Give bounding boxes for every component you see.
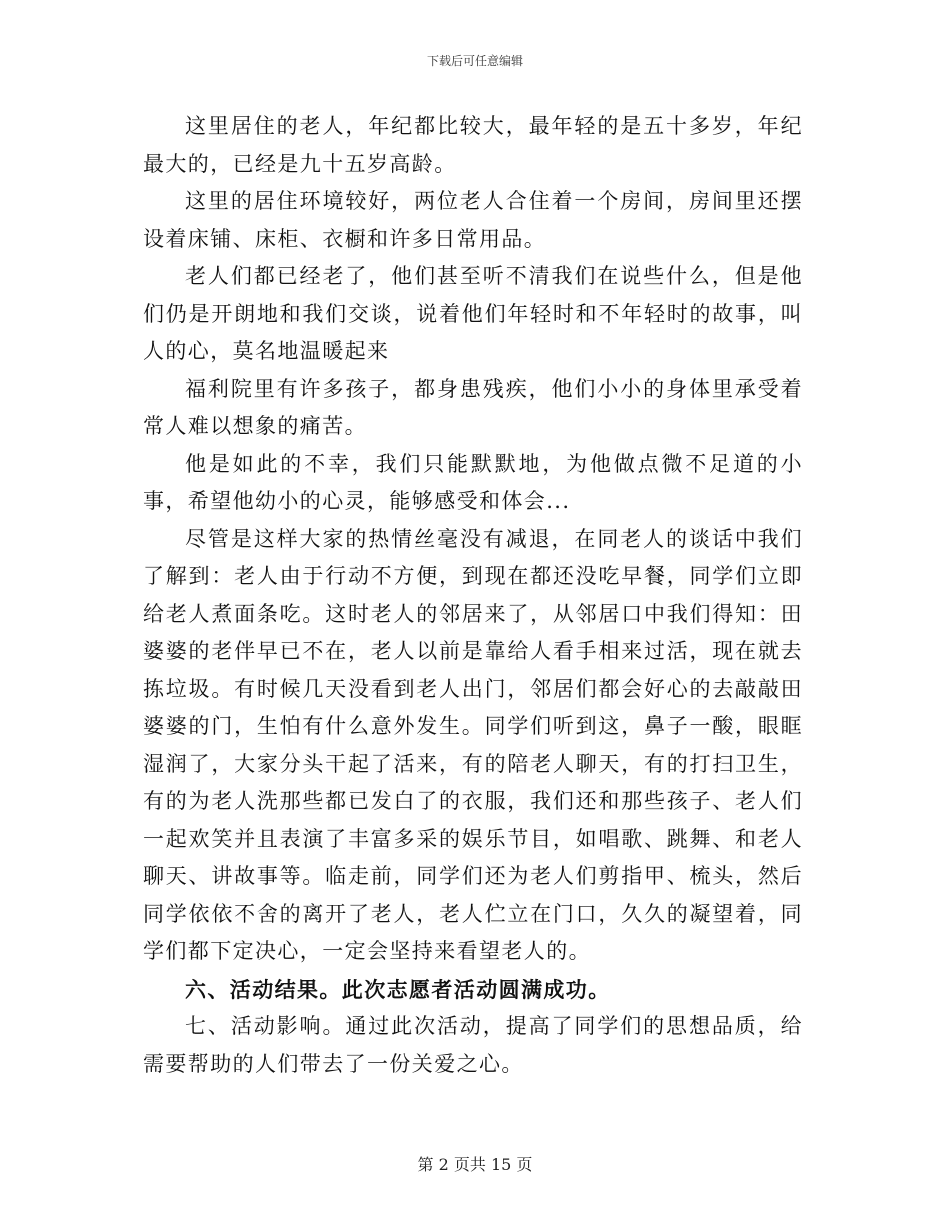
heading-activity-result: 六、活动结果。此次志愿者活动圆满成功。 xyxy=(185,976,611,1002)
page-number: 第 2 页共 15 页 xyxy=(417,1155,533,1174)
paragraph-living-environment: 这里的居住环境较好，两位老人合住着一个房间，房间里还摆设着床铺、床柜、衣橱和许多日常用品。 xyxy=(143,189,803,251)
paragraph-activity-impact: 七、活动影响。通过此次活动，提高了同学们的思想品质，给需要帮助的人们带去了一份关爱之心。 xyxy=(143,1014,803,1076)
document-body xyxy=(143,108,803,1083)
paragraph-elderly-age: 这里居住的老人，年纪都比较大，最年轻的是五十多岁，年纪最大的，已经是九十五岁高龄。 xyxy=(143,114,803,176)
paragraph-children: 福利院里有许多孩子，都身患残疾，他们小小的身体里承受着常人难以想象的痛苦。 xyxy=(143,376,803,438)
paragraph-elderly-conversation: 老人们都已经老了，他们甚至听不清我们在说些什么，但是他们仍是开朗地和我们交谈，说着他们年轻时和不年轻时的故事，叫人的心，莫名地温暖起来 xyxy=(143,264,803,363)
paragraph-small-deeds: 他是如此的不幸，我们只能默默地，为他做点微不足道的小事，希望他幼小的心灵，能够感受和体会... xyxy=(143,451,803,513)
page-header-note: 下载后可任意编辑 xyxy=(426,54,523,68)
paragraph-activity-story: 尽管是这样大家的热情丝毫没有减退，在同老人的谈话中我们了解到：老人由于行动不方便，到现在都还没吃早餐，同学们立即给老人煮面条吃。这时老人的邻居来了，从邻居口中我们得知：田婆婆的老伴早已不在，老人以前是靠给人看手相来过活，现在就去拣垃圾。有时候几天没看到老人出门，邻居们都会好心的去敲敲田婆婆的门，生怕有什么意外发生。同学们听到这，鼻子一酸，眼眶湿润了，大家分头干起了活来，有的陪老人聊天，有的打扫卫生，有的为老人洗那些都已发白了的衣服，我们还和那些孩子、老人们一起欢笑并且表演了丰富多采的娱乐节目，如唱歌、跳舞、和老人聊天、讲故事等。临走前，同学们还为老人们剪指甲、梳头，然后同学依依不舍的离开了老人，老人伫立在门口，久久的凝望着，同学们都下定决心，一定会坚持来看望老人的。 xyxy=(143,526,803,963)
